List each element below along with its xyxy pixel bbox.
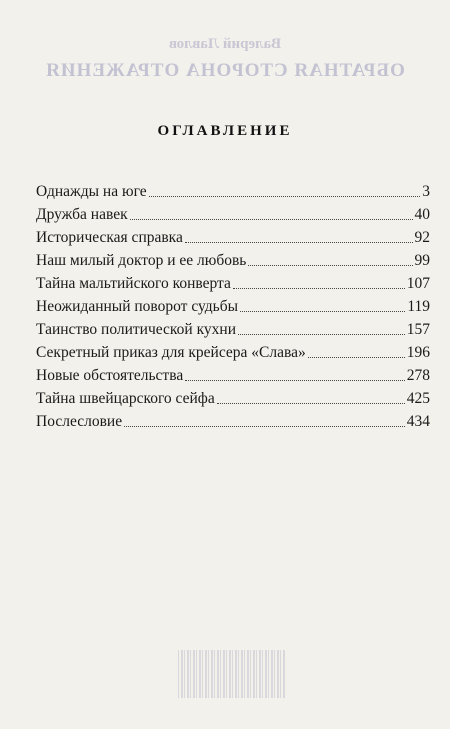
dot-leader bbox=[185, 242, 413, 243]
toc-entry-title: Новые обстоятельства bbox=[36, 367, 184, 384]
toc-entry bbox=[36, 339, 430, 362]
toc-entry-page: 3 bbox=[422, 183, 430, 200]
toc-entry-title: Неожиданный поворот судьбы bbox=[36, 298, 239, 315]
toc-entry-page: 434 bbox=[406, 413, 430, 430]
toc-entry bbox=[36, 270, 430, 293]
toc-entry-page: 107 bbox=[406, 275, 430, 292]
toc-entry-title: Тайна швейцарского сейфа bbox=[36, 390, 215, 407]
bleed-through-barcode bbox=[178, 650, 286, 698]
dot-leader bbox=[233, 288, 405, 289]
toc-heading: ОГЛАВЛЕНИЕ bbox=[157, 123, 293, 139]
toc-entry bbox=[36, 224, 430, 247]
toc-entry-title: Секретный приказ для крейсера «Слава» bbox=[36, 344, 306, 361]
dot-leader bbox=[149, 196, 421, 197]
toc-entry-title: Наш милый доктор и ее любовь bbox=[36, 252, 247, 269]
toc-entry-title: Однажды на юге bbox=[36, 183, 147, 200]
toc-entry bbox=[36, 178, 430, 201]
toc-entry bbox=[36, 362, 430, 385]
toc-entry bbox=[36, 385, 430, 408]
dot-leader bbox=[130, 219, 413, 220]
dot-leader bbox=[308, 357, 405, 358]
toc-entry-title: Дружба навек bbox=[36, 206, 128, 223]
toc-entry-page: 119 bbox=[407, 298, 430, 315]
toc-entry bbox=[36, 201, 430, 224]
toc-entry-page: 40 bbox=[414, 206, 430, 223]
toc-entry-title: Послесловие bbox=[36, 413, 123, 430]
dot-leader bbox=[238, 334, 405, 335]
dot-leader bbox=[248, 265, 412, 266]
toc-entry bbox=[36, 408, 430, 431]
toc-entry-title: Таинство политической кухни bbox=[36, 321, 236, 338]
dot-leader bbox=[240, 311, 405, 312]
toc-entry-page: 157 bbox=[406, 321, 430, 338]
dot-leader bbox=[217, 403, 405, 404]
toc-entry-page: 278 bbox=[406, 367, 430, 384]
dot-leader bbox=[124, 426, 405, 427]
toc-entry-page: 425 bbox=[406, 390, 430, 407]
toc-entry bbox=[36, 293, 430, 316]
toc-entry bbox=[36, 247, 430, 270]
toc-entry bbox=[36, 316, 430, 339]
bleed-through-author: Валерий Лавлов bbox=[168, 36, 282, 52]
toc-entry-page: 196 bbox=[406, 344, 430, 361]
toc-entry-title: Историческая справка bbox=[36, 229, 183, 246]
dot-leader bbox=[185, 380, 405, 381]
toc-entry-page: 99 bbox=[414, 252, 430, 269]
bleed-through-title: ОБРАТНАЯ СТОРОНА ОТРАЖЕНИЯ bbox=[45, 60, 405, 81]
toc-entry-title: Тайна мальтийского конверта bbox=[36, 275, 231, 292]
table-of-contents bbox=[36, 178, 430, 431]
toc-entry-page: 92 bbox=[414, 229, 430, 246]
